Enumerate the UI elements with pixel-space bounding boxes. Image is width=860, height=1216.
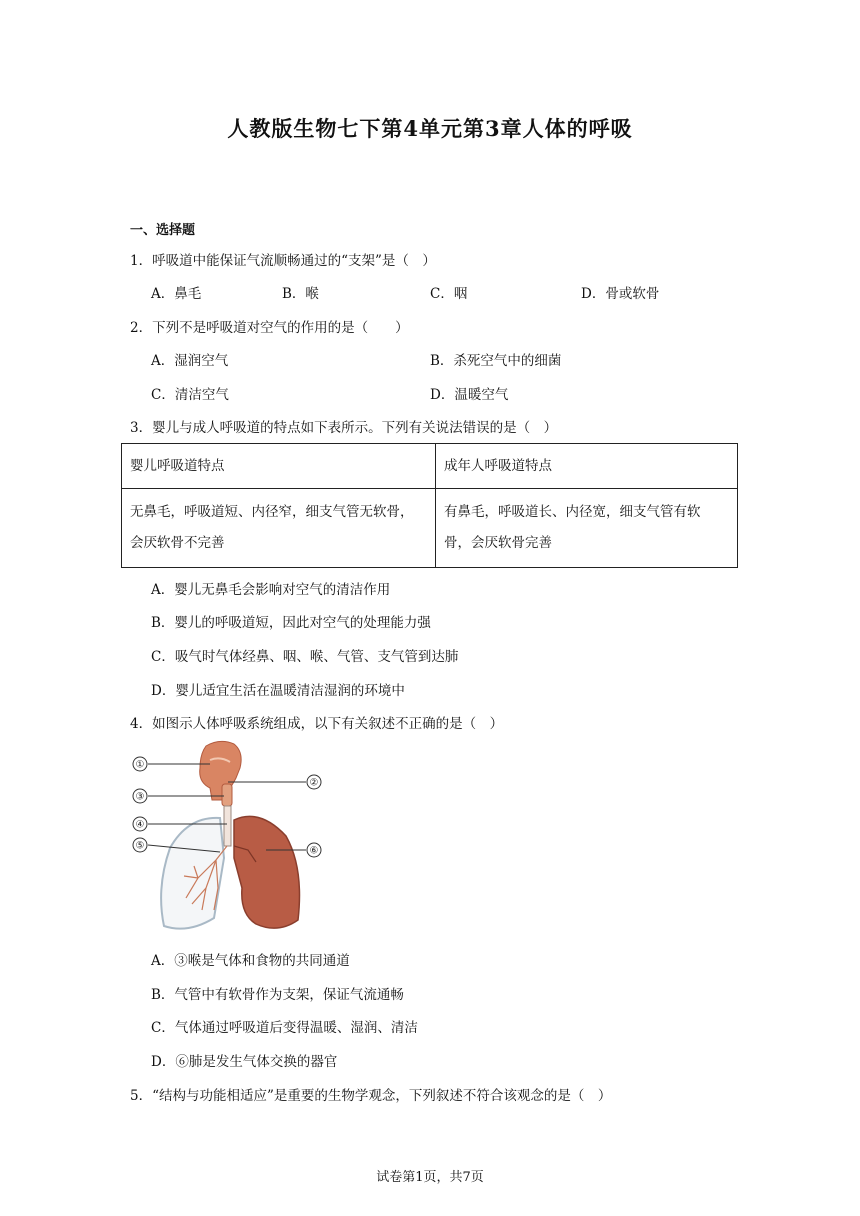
q3-option-c: C．吸气时气体经鼻、咽、喉、气管、支气管到达肺 bbox=[151, 649, 459, 665]
q4-option-d: D．⑥肺是发生气体交换的器官 bbox=[151, 1054, 338, 1070]
table-cell-adult bbox=[436, 489, 738, 568]
question-2-stem: 2．下列不是呼吸道对空气的作用的是（ ） bbox=[130, 320, 409, 336]
table-header-adult: 成年人呼吸道特点 bbox=[436, 444, 738, 489]
q2-option-c: C．清洁空气 bbox=[151, 387, 229, 403]
q1-option-a: A．鼻毛 bbox=[151, 286, 202, 302]
table-cell-adult-line1: 有鼻毛，呼吸道长、内径宽，细支气管有软 bbox=[444, 504, 701, 520]
label-3: ③ bbox=[135, 791, 145, 803]
label-6: ⑥ bbox=[309, 845, 319, 857]
q4-option-b: B．气管中有软骨作为支架，保证气流通畅 bbox=[151, 987, 404, 1003]
q1-option-c: C．咽 bbox=[430, 286, 468, 302]
q3-option-d: D．婴儿适宜生活在温暖清洁湿润的环境中 bbox=[151, 683, 405, 699]
question-1-stem: 1．呼吸道中能保证气流顺畅通过的“支架”是（ ） bbox=[130, 253, 436, 269]
q4-option-a: A．③喉是气体和食物的共同通道 bbox=[151, 953, 350, 969]
q3-option-a: A．婴儿无鼻毛会影响对空气的清洁作用 bbox=[151, 582, 391, 598]
label-5: ⑤ bbox=[135, 840, 145, 852]
section-heading: 一、选择题 bbox=[130, 223, 196, 238]
table-cell-infant-line1: 无鼻毛，呼吸道短、内径窄，细支气管无软骨， bbox=[130, 504, 414, 520]
right-lung bbox=[234, 816, 300, 928]
label-4: ④ bbox=[135, 819, 145, 831]
q1-option-b: B．喉 bbox=[282, 286, 319, 302]
q1-option-d: D．骨或软骨 bbox=[581, 286, 660, 302]
question-5-stem: 5．“结构与功能相适应”是重要的生物学观念，下列叙述不符合该观念的是（ ） bbox=[130, 1088, 612, 1104]
respiratory-system-figure bbox=[128, 738, 328, 938]
trachea bbox=[224, 806, 231, 846]
label-1: ① bbox=[135, 759, 145, 771]
table-cell-adult-line2: 骨，会厌软骨完善 bbox=[444, 535, 552, 551]
table-header-infant: 婴儿呼吸道特点 bbox=[122, 444, 436, 489]
q4-option-c: C．气体通过呼吸道后变得温暖、湿润、清洁 bbox=[151, 1020, 418, 1036]
label-2: ② bbox=[309, 777, 319, 789]
q2-option-b: B．杀死空气中的细菌 bbox=[430, 353, 562, 369]
comparison-table bbox=[121, 443, 738, 568]
page-title: 人教版生物七下第4单元第3章人体的呼吸 bbox=[227, 116, 633, 141]
q2-option-d: D．温暖空气 bbox=[430, 387, 509, 403]
head-nasal-cavity bbox=[200, 741, 241, 800]
larynx bbox=[222, 784, 232, 806]
q2-option-a: A．湿润空气 bbox=[151, 353, 229, 369]
left-lung-outline bbox=[161, 818, 224, 929]
question-4-stem: 4．如图示人体呼吸系统组成，以下有关叙述不正确的是（ ） bbox=[130, 716, 504, 732]
q3-option-b: B．婴儿的呼吸道短，因此对空气的处理能力强 bbox=[151, 615, 431, 631]
page-footer: 试卷第1页，共7页 bbox=[376, 1170, 484, 1185]
question-3-stem: 3．婴儿与成人呼吸道的特点如下表所示。下列有关说法错误的是（ ） bbox=[130, 420, 558, 436]
table-cell-infant-line2: 会厌软骨不完善 bbox=[130, 535, 225, 551]
table-cell-infant bbox=[122, 489, 436, 568]
